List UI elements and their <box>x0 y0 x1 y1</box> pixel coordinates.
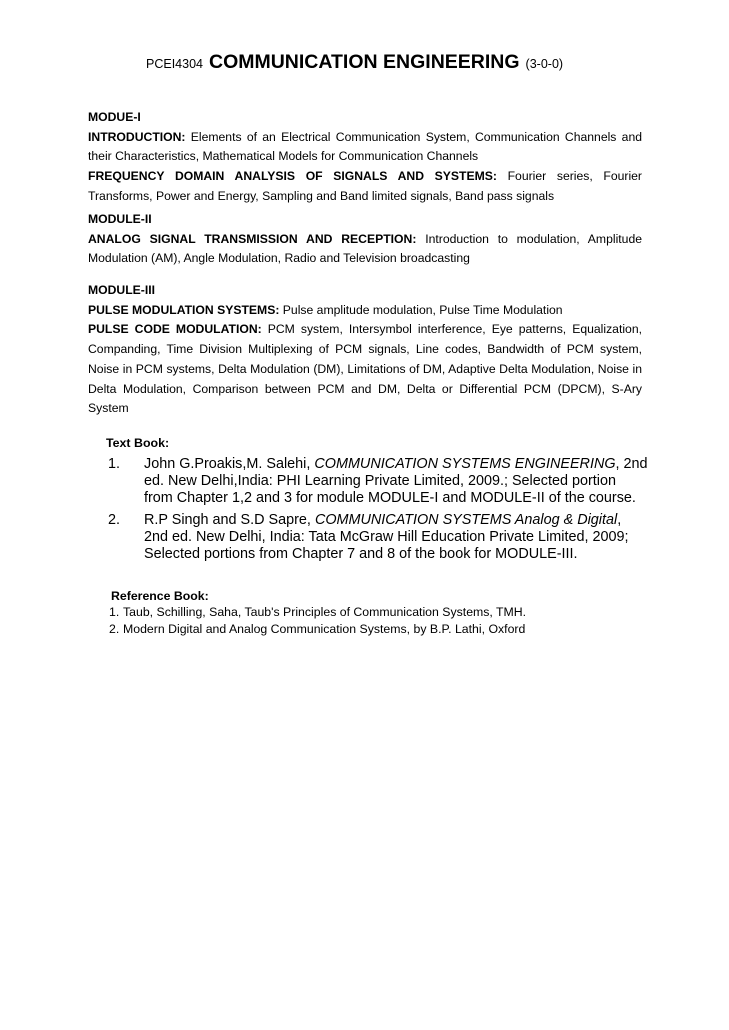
course-title-line <box>146 51 563 74</box>
module-heading: MODULE-II <box>88 212 152 226</box>
module-topic <box>88 320 642 419</box>
book-details: , 2nd ed. New Delhi, India: Tata McGraw Hill Education Private Limited, 2009; Selected portions from Chapter 7 and 8 of the book for MODULE-III. <box>144 512 629 562</box>
book-details: , 2nd ed. New Delhi,India: PHI Learning Private Limited, 2009.; Selected portion from Chapter 1,2 and 3 for module MODULE-I and MODULE-II of the course. <box>144 456 648 506</box>
module-3-block <box>88 281 642 419</box>
book-authors: John G.Proakis,M. Salehi, <box>144 456 315 472</box>
module-heading: MODULE-III <box>88 283 156 297</box>
list-number: 2. <box>109 622 120 636</box>
module-topic <box>88 230 642 269</box>
topic-heading: ANALOG SIGNAL TRANSMISSION AND RECEPTION: <box>88 231 417 246</box>
topic-heading: INTRODUCTION: <box>88 129 186 144</box>
topic-heading: FREQUENCY DOMAIN ANALYSIS OF SIGNALS AND SYSTEMS: <box>88 169 497 184</box>
topic-text: PCM system, Intersymbol interference, Eye patterns, Equalization, Companding, Time Division Multiplexing of PCM signals, Line codes, Bandwidth of PCM system, Noise in PCM systems, Delta Modulation (DM), Limitations of DM, Adaptive Delta Modulation, Noise in Delta Modulation, Comparison between PCM and DM, Delta or Differential PCM (DPCM), S-Ary System <box>88 322 642 416</box>
list-item <box>109 604 629 621</box>
list-item <box>108 456 648 507</box>
reference-text: Modern Digital and Analog Communication Systems, by B.P. Lathi, Oxford <box>123 622 526 636</box>
topic-heading: PULSE CODE MODULATION: <box>88 322 262 337</box>
text-book-list <box>108 456 648 568</box>
reference-book-heading: Reference Book: <box>111 589 209 603</box>
module-topic <box>88 128 642 167</box>
course-code: PCEI4304 <box>146 57 203 71</box>
reference-book-list <box>109 604 629 638</box>
topic-heading: PULSE MODULATION SYSTEMS: <box>88 302 280 317</box>
module-topic <box>88 167 642 206</box>
list-number: 1. <box>108 456 121 472</box>
book-authors: R.P Singh and S.D Sapre, <box>144 512 315 528</box>
list-item <box>108 512 648 563</box>
list-number: 1. <box>109 605 120 619</box>
book-title: COMMUNICATION SYSTEMS Analog & Digital <box>314 512 618 528</box>
topic-text: Pulse amplitude modulation, Pulse Time Modulation <box>279 302 563 317</box>
module-2-block <box>88 210 642 269</box>
reference-text: Taub, Schilling, Saha, Taub's Principles of Communication Systems, TMH. <box>123 605 527 619</box>
topic-text: Fourier series, Fourier Transforms, Power and Energy, Sampling and Band limited signals, Band pass signals <box>88 169 642 203</box>
topic-text: Elements of an Electrical Communication System, Communication Channels and their Characteristics, Mathematical Models for Communication Channels <box>88 129 642 164</box>
list-number: 2. <box>108 512 121 528</box>
module-heading: MODUE-I <box>88 110 141 124</box>
module-1-block <box>88 108 642 207</box>
book-title: COMMUNICATION SYSTEMS ENGINEERING <box>314 456 616 472</box>
list-item <box>109 621 629 638</box>
text-book-heading: Text Book: <box>106 436 170 450</box>
course-title: COMMUNICATION ENGINEERING <box>208 51 520 73</box>
module-topic <box>88 301 642 321</box>
topic-text: Introduction to modulation, Amplitude Modulation (AM), Angle Modulation, Radio and Television broadcasting <box>88 231 642 266</box>
course-credits: (3-0-0) <box>525 57 564 71</box>
